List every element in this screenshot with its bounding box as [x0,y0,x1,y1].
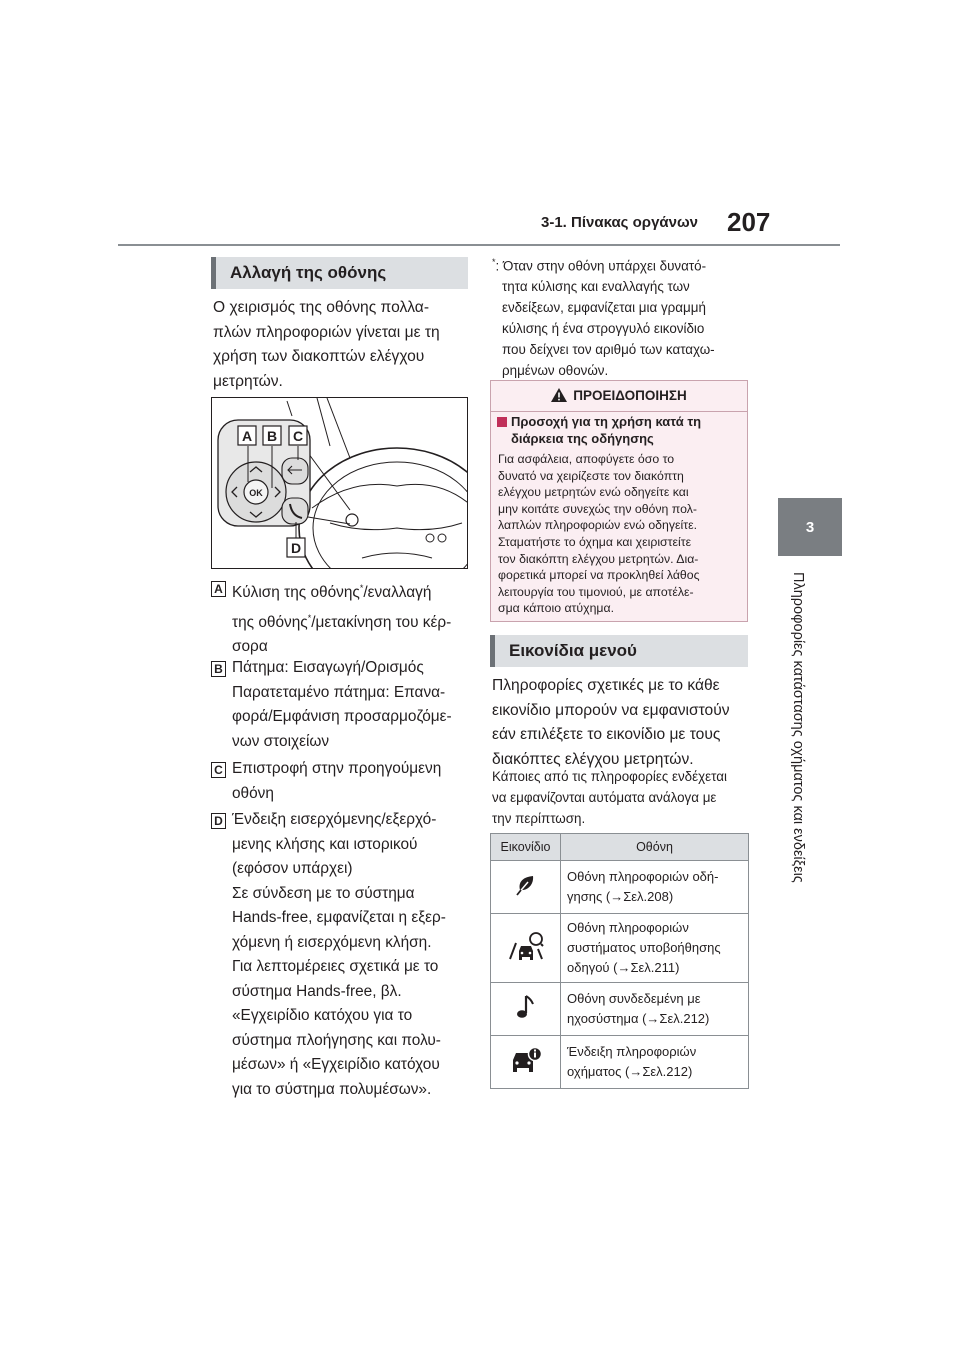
legend-d-text: σύστημα Hands-free, βλ. [232,982,402,1000]
legend-badge-b: B [211,661,226,677]
icon-cell [491,861,561,914]
table-row [491,914,749,983]
intro-paragraph [213,296,473,394]
warning-line: λαπλών πληροφοριών ενώ οδηγείτε. [498,518,697,533]
warning-bullet-square-icon [497,417,507,427]
leaf-icon [514,873,538,897]
legend-badge-c: C [211,762,226,778]
legend-item-d [232,808,472,1102]
legend-a-text: σορα [232,638,268,656]
footnote-star: * [492,257,496,267]
legend-a-text: /εναλλαγή [363,584,432,602]
intro-line: μετρητών. [213,372,283,390]
menu-icons-note [492,766,752,829]
legend-d-text: χόμενη ή εισερχόμενη κλήση. [232,933,432,951]
warning-line: τον διακόπτη ελέγχου μετρητών. Δια- [498,551,699,566]
intro-line: Ο χειρισμός της οθόνης πολλα- [213,299,430,316]
footnote-line: που δείχνει τον αριθμό των καταχω- [502,342,715,358]
legend-d-text: «Εγχειρίδιο κατόχου για το [232,1007,413,1024]
warning-triangle-icon [551,388,567,402]
legend-d-text: μέσων» ή «Εγχειρίδιο κατόχου [232,1056,440,1073]
legend-b-text: νων στοιχείων [232,732,330,750]
footnote-line: κύλισης ή ένα στρογγυλό εικονίδιο [502,321,705,337]
steering-switch-figure [211,397,468,569]
menu-icons-table [490,833,749,1089]
footnote-star: * [359,583,364,593]
page-number: 207 [727,207,771,237]
table-header-row [491,834,749,861]
legend-c-text: Επιστροφή στην προηγούμενη [232,760,442,777]
paragraph-line: διακόπτες ελέγχου μετρητών. [492,750,694,768]
display-cell [561,983,749,1036]
cell-line: οδηγού (→Σελ.211) [567,960,680,975]
cell-line: Οθόνη συνδεδεμένη με [567,991,701,1006]
note-line: την περίπτωση. [492,811,586,826]
legend-item-c [232,757,472,806]
warning-box [490,380,748,622]
figure-label-a: A [241,428,253,444]
table-row [491,983,749,1036]
section-title: 3-1. Πίνακας οργάνων [541,214,698,231]
note-line: Κάποιες από τις πληροφορίες ενδέχεται [492,769,727,784]
display-cell [561,1036,749,1089]
footnote-line: ενδείξεων, εμφανίζεται μια γραμμή [502,300,706,316]
warning-text [498,451,746,617]
footnote-line: τητα κύλισης και εναλλαγής των [502,279,690,295]
intro-line: χρήση των διακοπτών ελέγχου [213,348,425,365]
display-cell [561,914,749,983]
legend-a-text: της οθόνης [232,613,308,631]
paragraph-line: Πληροφορίες σχετικές με το κάθε [492,677,720,694]
section-heading-menu-icons: Εικονίδια μενού [490,635,748,667]
cell-line: ηχοσύστημα (→Σελ.212) [567,1011,710,1026]
warning-line: Για ασφάλεια, αποφύγετε όσο το [498,452,675,466]
ok-label: OK [249,488,263,498]
warning-line: μην κοιτάτε συνεχώς την οθόνη πολ- [498,501,697,516]
warning-title: ΠΡΟΕΙΔΟΠΟΙΗΣΗ [573,388,687,403]
legend-d-text: για το σύστημα πολυμέσων». [232,1080,432,1098]
driver-assist-icon [508,931,544,961]
column-header-display: Οθόνη [561,834,749,861]
cell-line: Ένδειξη πληροφοριών [567,1044,697,1059]
legend-badge-d: D [211,813,226,829]
warning-line: λειτουργία του τιμονιού, με αποτέλε- [498,584,694,599]
footnote-line: : Όταν στην οθόνη υπάρχει δυνατό- [495,258,707,274]
note-line: να εμφανίζονται αυτόματα ανάλογα με [492,790,717,805]
legend-c-text: οθόνη [232,784,274,802]
warning-line: φορετικά μπορεί να προκληθεί λάθος [498,568,700,583]
legend-item-a [232,576,472,660]
icon-cell [491,914,561,983]
warning-line: ελέγχου μετρητών ενώ οδηγείτε και [498,485,689,500]
legend-b-text: Πάτημα: Εισαγωγή/Ορισμός [232,659,424,676]
warning-subtitle-line: διάρκεια της οδήγησης [511,431,654,446]
warning-line: δυνατό να χειρίζεστε τον διακόπτη [498,468,684,483]
cell-line: συστήματος υποβοήθησης [567,940,721,955]
vehicle-info-icon [510,1046,542,1074]
icon-cell [491,983,561,1036]
legend-d-text: μενης κλήσης και ιστορικού [232,835,418,853]
intro-line: πλών πληροφοριών γίνεται με τη [213,323,440,341]
header-rule [118,244,840,246]
chapter-tab[interactable]: 3 [778,498,842,556]
legend-d-text: Ένδειξη εισερχόμενης/εξερχό- [232,811,437,828]
warning-line: σμα κάποιο ατύχημα. [498,601,615,616]
icon-cell [491,1036,561,1089]
footnote [492,252,752,381]
warning-subtitle-line: Προσοχή για τη χρήση κατά τη [511,414,702,429]
legend-b-text: Παρατεταμένο πάτημα: Επανα- [232,683,446,701]
footnote-line: ρημένων οθονών. [502,363,609,379]
paragraph-line: εάν επιλέξετε το εικονίδιο με τους [492,726,721,743]
figure-label-d: D [290,540,302,556]
warning-subtitle [511,413,745,447]
table-row [491,861,749,914]
cell-line: Οθόνη πληροφοριών οδή- [567,869,719,884]
legend-a-text: /μετακίνηση του κέρ- [311,613,452,631]
cell-line: γησης (→Σελ.208) [567,889,674,904]
legend-d-text: Σε σύνδεση με το σύστημα [232,884,415,902]
legend-badge-a: A [211,581,226,597]
figure-label-b: B [266,428,278,444]
warning-line: Σταματήστε το όχημα και χειριστείτε [498,534,692,549]
legend-d-text: σύστημα πλοήγησης και πολυ- [232,1031,441,1049]
music-note-icon [514,994,538,1020]
display-cell [561,861,749,914]
legend-item-b [232,656,472,754]
legend-d-text: Για λεπτομέρειες σχετικά με το [232,958,439,975]
column-header-icon: Εικονίδιο [491,834,561,861]
cell-line: Οθόνη πληροφοριών [567,920,689,935]
paragraph-line: εικονίδιο μπορούν να εμφανιστούν [492,701,730,719]
menu-icons-paragraph [492,674,752,772]
cell-line: οχήματος (→Σελ.212) [567,1064,693,1079]
warning-header [491,381,747,412]
chapter-title-vertical [790,572,816,902]
legend-d-text: (εφόσον υπάρχει) [232,860,353,877]
steering-wheel-illustration [212,398,467,568]
chapter-title: Πληροφορίες κατάστασης οχήματος και ενδείξεις [790,572,806,883]
footnote-star: * [307,612,312,623]
table-row [491,1036,749,1089]
legend-b-text: φορά/Εμφάνιση προσαρμοζόμε- [232,708,452,725]
legend-d-text: Hands-free, εμφανίζεται η εξερ- [232,909,446,926]
legend-a-text: Κύλιση της οθόνης [232,584,360,602]
figure-label-c: C [292,428,304,444]
section-heading-screen-change: Αλλαγή της οθόνης [211,257,468,289]
